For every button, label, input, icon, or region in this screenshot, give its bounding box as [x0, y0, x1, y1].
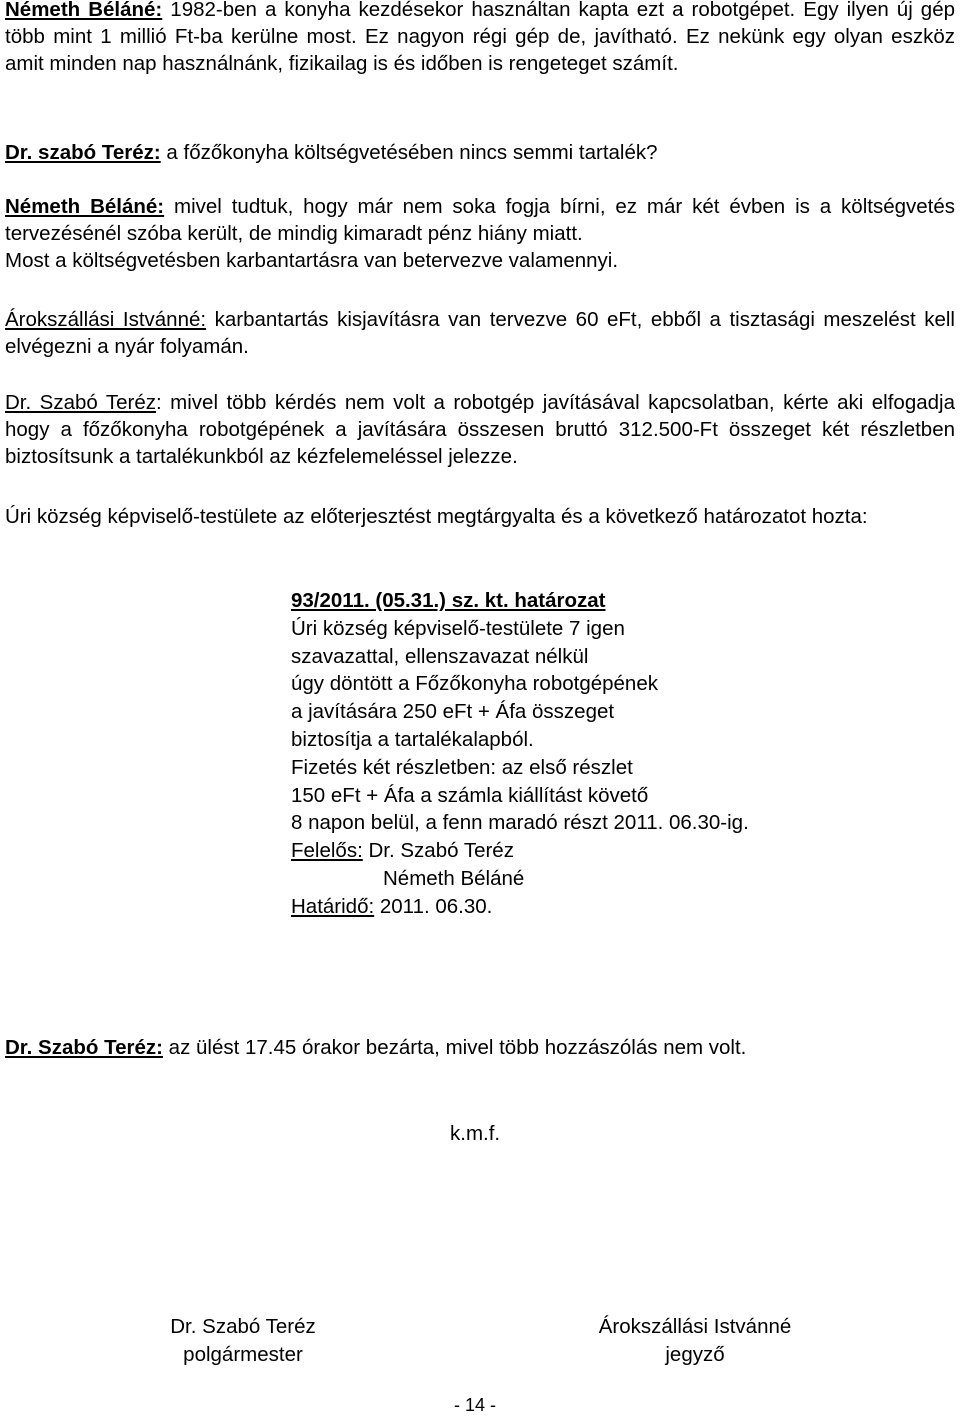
paragraph-nemeth-1 [5, 0, 955, 77]
speaker-label: Árokszállási Istvánné: [5, 308, 207, 331]
signature-name: Dr. Szabó Teréz [170, 1315, 316, 1338]
signature-mayor [143, 1313, 343, 1369]
resolution-line: szavazattal, ellenszavazat nélkül [291, 644, 589, 668]
resolution-line: 8 napon belül, a fenn maradó részt 2011. 06.30-ig. [291, 811, 749, 835]
resolution-title: 93/2011. (05.31.) sz. kt. határozat [291, 589, 606, 612]
kmf-mark: k.m.f. [450, 1122, 501, 1145]
paragraph-szabo-1 [5, 139, 955, 166]
paragraph-line [5, 193, 955, 247]
page-number: - 14 - [454, 1395, 497, 1415]
responsible-name: Dr. Szabó Teréz [362, 839, 514, 863]
paragraph-arokszallasi [5, 306, 955, 360]
resolution-responsible [291, 837, 911, 865]
speaker-label: Dr. Szabó Teréz [5, 391, 157, 414]
deadline-value: 2011. 06.30. [374, 894, 493, 918]
paragraph-line: Most a költségvetésben karbantartásra van betervezve valamennyi. [5, 249, 619, 272]
paragraph-szabo-2 [5, 389, 955, 470]
paragraph-text: : mivel több kérdés nem volt a robotgép javításával kapcsolatban, kérte aki elfogadja hogy a főzőkonyha robotgépének a javítására összesen bruttó 312.500-Ft összeget két részletben biztosítsunk a tartalékunkból az kézfelemeléssel jelezze. [5, 391, 955, 468]
closing-text: az ülést 17.45 órakor bezárta, mivel több hozzászólás nem volt. [162, 1036, 747, 1059]
speaker-label: Németh Béláné: [5, 195, 165, 218]
paragraph-nemeth-2 [5, 193, 955, 274]
paragraph-text: karbantartás kisjavításra van tervezve 60 eFt, ebből a tisztasági meszelést kell elvégezni a nyár folyamán. [5, 308, 955, 358]
signature-role: polgármester [183, 1343, 303, 1366]
paragraph-text: mivel tudtuk, hogy már nem soka fogja bírni, ez már két évben is a költségvetés tervezésénél szóba került, de mindig kimaradt pénz hiány miatt. [5, 195, 955, 245]
speaker-label: Dr. Szabó Teréz: [5, 1036, 163, 1059]
deadline-label: Határidő: [291, 894, 375, 918]
paragraph-text: 1982-ben a konyha kezdésekor használtan kapta ezt a robotgépet. Egy ilyen új gép több mint 1 millió Ft-ba kerülne most. Ez nagyon régi gép de, javítható. Ez nekünk egy olyan eszköz amit minden nap használnánk, fizikailag is és időben is rengeteget számít. [5, 0, 955, 75]
responsible-label: Felelős: [291, 839, 363, 863]
resolution-line: 150 eFt + Áfa a számla kiállítást követő [291, 783, 649, 807]
signature-notary [570, 1313, 820, 1369]
resolution-block [291, 587, 911, 921]
resolution-line: biztosítja a tartalékalapból. [291, 727, 534, 751]
paragraph-text: a főzőkonyha költségvetésében nincs semmi tartalék? [160, 141, 658, 164]
signature-role: jegyző [665, 1343, 725, 1366]
resolution-line: Úri község képviselő-testülete 7 igen [291, 616, 625, 640]
speaker-label: Dr. szabó Teréz: [5, 141, 161, 164]
resolution-line: a javítására 250 eFt + Áfa összeget [291, 700, 615, 724]
paragraph-council: Úri község képviselő-testülete az előterjesztést megtárgyalta és a következő határozatot hozta: [5, 505, 868, 528]
closing-paragraph [5, 1034, 955, 1061]
speaker-label: Németh Béláné: [5, 0, 163, 21]
resolution-responsible-2: Németh Béláné [383, 866, 525, 890]
signature-name: Árokszállási Istvánné [598, 1315, 792, 1338]
resolution-line: Fizetés két részletben: az első részlet [291, 755, 633, 779]
resolution-deadline [291, 893, 911, 921]
resolution-line: úgy döntött a Főzőkonyha robotgépének [291, 672, 658, 696]
